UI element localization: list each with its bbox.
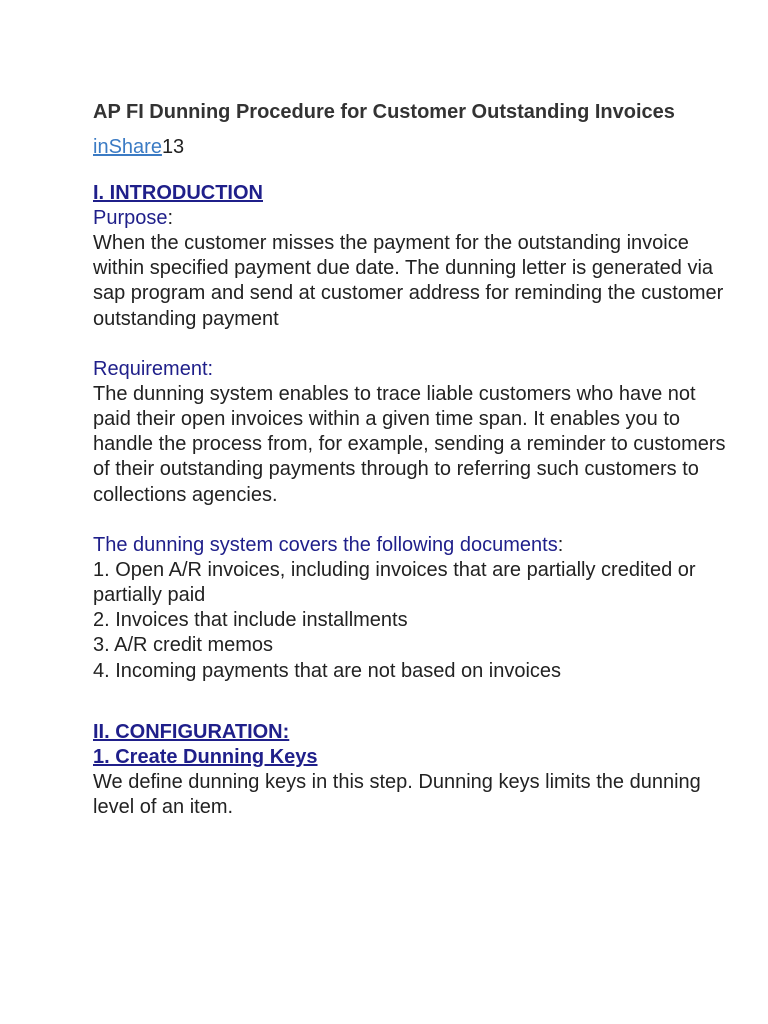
requirement-label: Requirement:	[93, 357, 214, 380]
step1-text: We define dunning keys in this step. Dunning keys limits the dunning level of an item.	[93, 770, 701, 819]
step-heading-create-dunning-keys[interactable]: 1. Create Dunning Keys	[93, 745, 318, 768]
share-line	[93, 134, 733, 160]
purpose-label: Purpose:	[93, 207, 174, 229]
documents-list	[93, 558, 733, 684]
list-item: 3. A/R credit memos	[93, 634, 274, 657]
list-item: 4. Incoming payments that are not based on invoices	[93, 659, 562, 682]
section-heading-introduction[interactable]: I. INTRODUCTION	[93, 182, 263, 204]
inshare-link[interactable]: inShare	[93, 136, 162, 158]
share-count: 13	[161, 136, 185, 158]
list-item: 1. Open A/R invoices, including invoices that are partially credited or partially paid	[93, 558, 696, 607]
purpose-text: When the customer misses the payment for the outstanding invoice within specified payment due date. The dunning letter is generated via sap program and send at customer address for reminding the customer outstanding payment	[93, 232, 724, 330]
list-item: 2. Invoices that include installments	[93, 609, 408, 632]
document-title: AP FI Dunning Procedure for Customer Outstanding Invoices	[93, 101, 675, 123]
document-page	[93, 99, 733, 820]
documents-label-text: The dunning system covers the following documents	[93, 533, 558, 556]
requirement-text: The dunning system enables to trace liable customers who have not paid their open invoices within a given time span. It enables you to handle the process from, for example, sending a reminder to customers of their outstanding payments through to referring such customers to collections agencies.	[93, 382, 726, 506]
section-heading-configuration[interactable]: II. CONFIGURATION:	[93, 720, 290, 743]
purpose-label-text: Purpose	[93, 207, 168, 229]
documents-label: The dunning system covers the following documents:	[93, 533, 564, 556]
